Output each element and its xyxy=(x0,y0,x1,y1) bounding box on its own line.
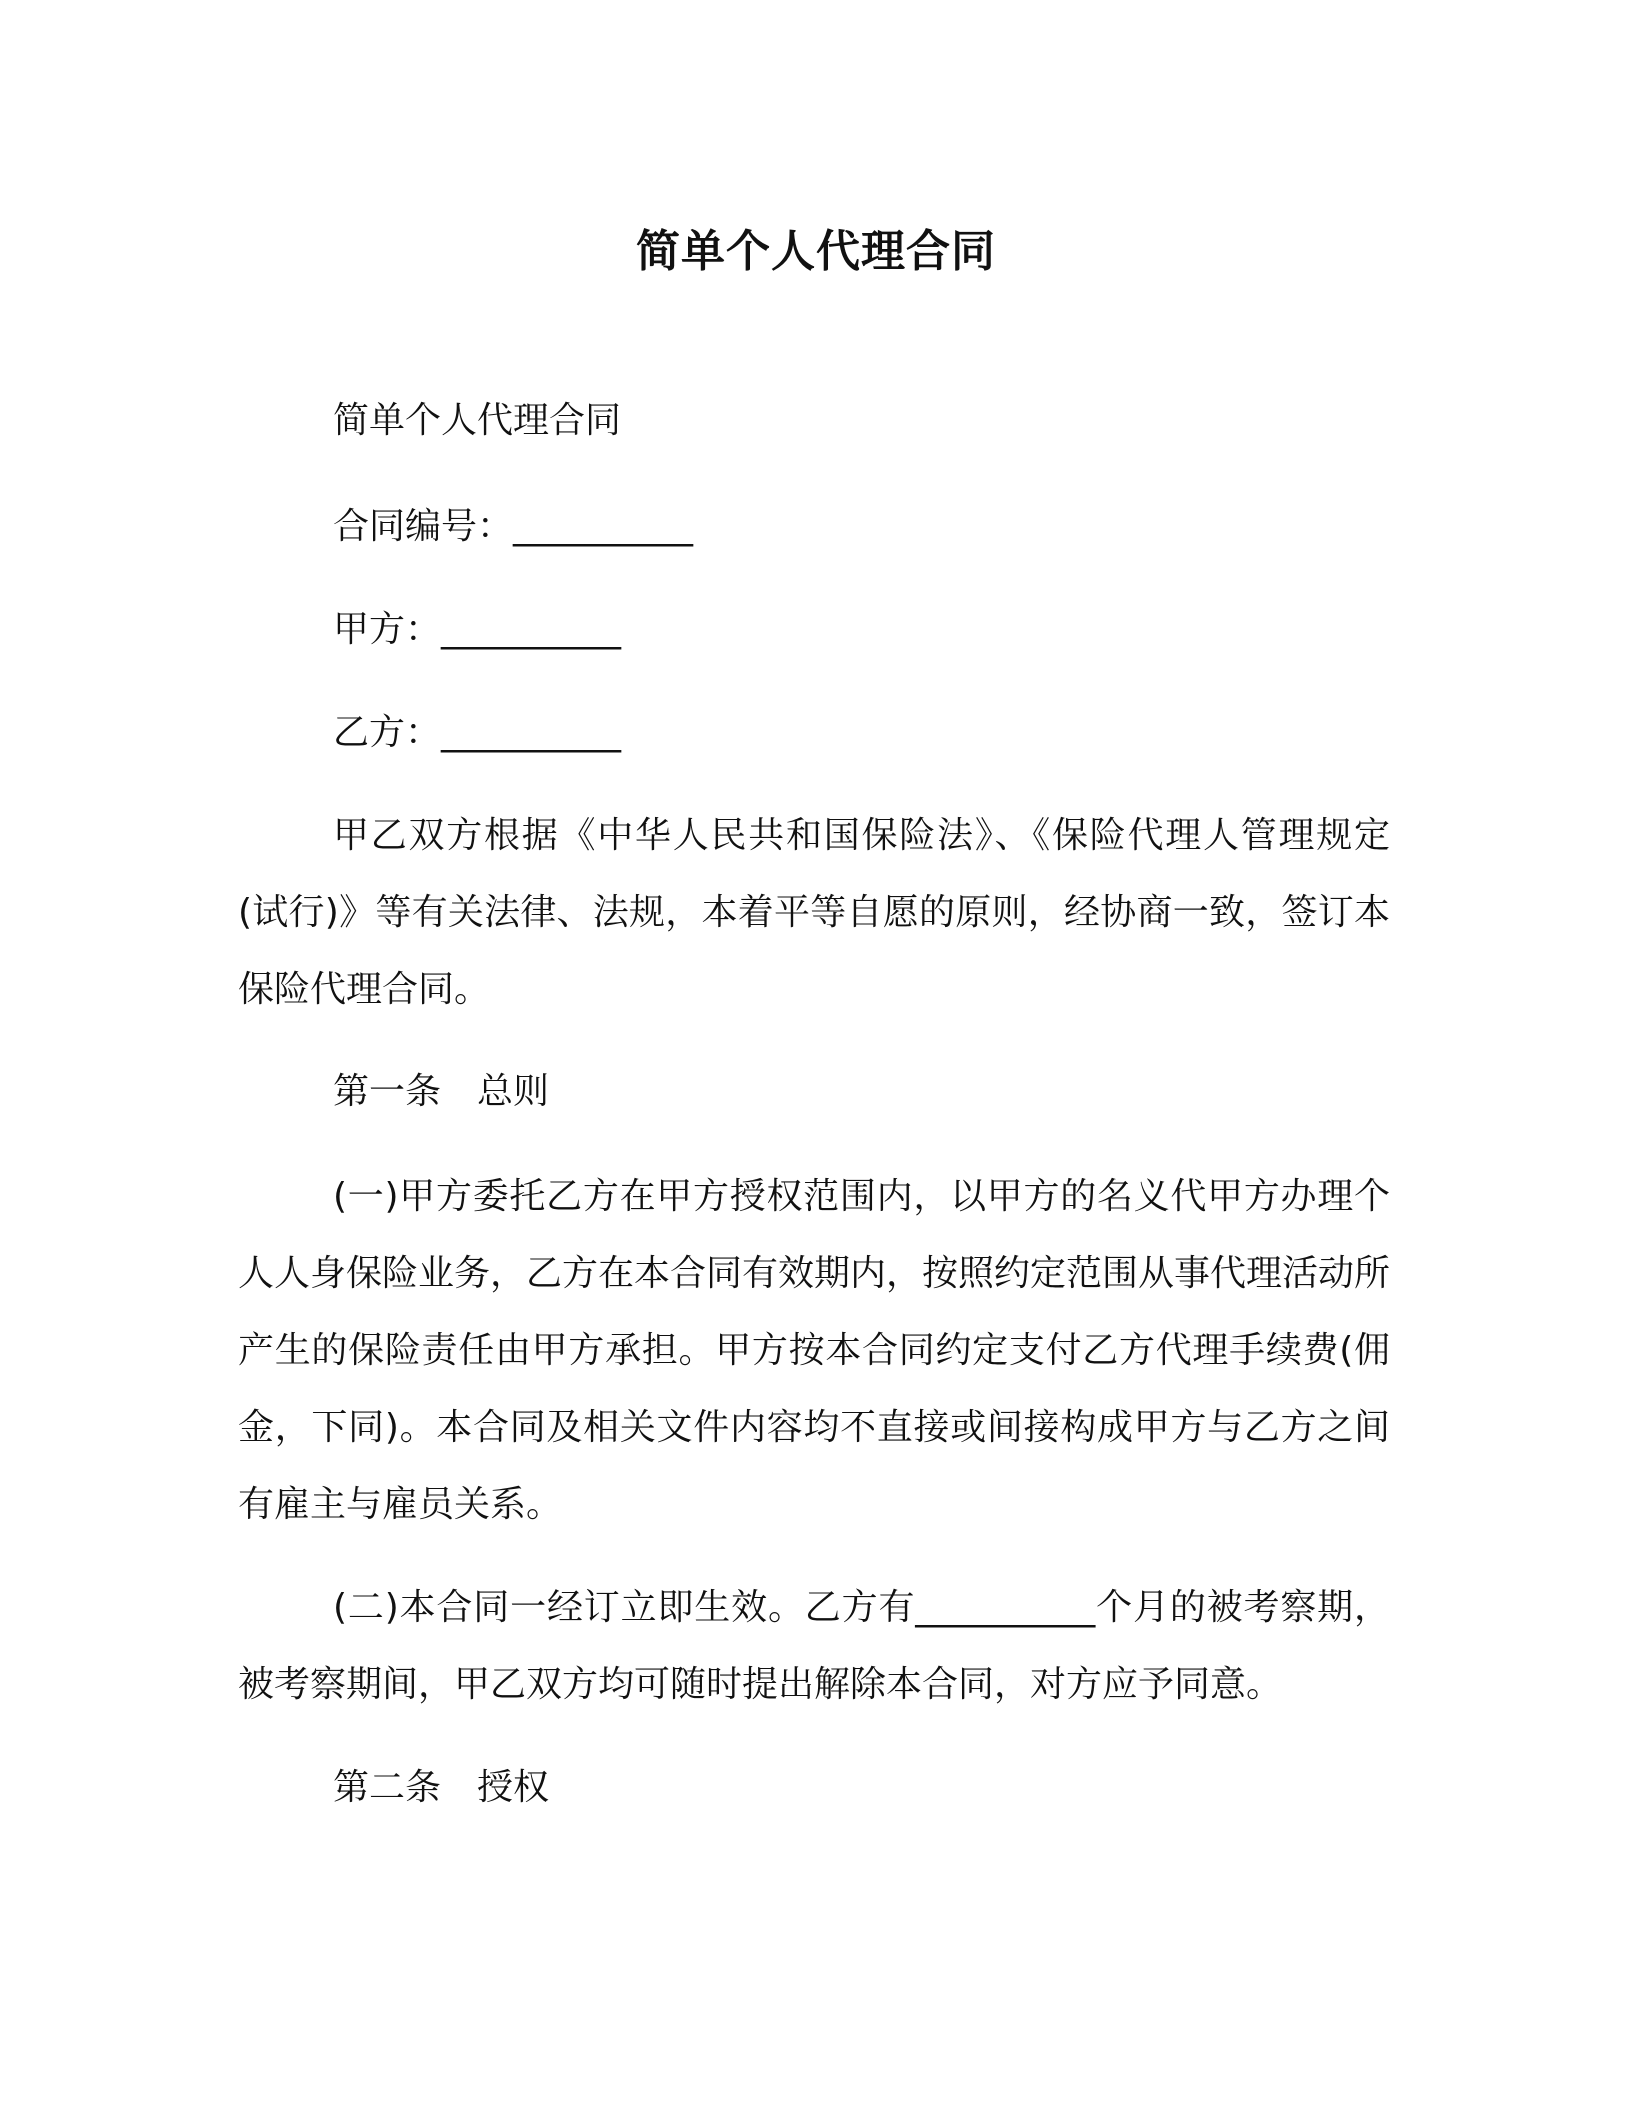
preamble-paragraph: 甲乙双方根据《中华人民共和国保险法》、《保险代理人管理规定(试行)》等有关法律、法规，本着平等自愿的原则，经协商一致，签订本保险代理合同。 xyxy=(238,815,1390,1010)
article-1-clause-1: (一)甲方委托乙方在甲方授权范围内，以甲方的名义代甲方办理个人人身保险业务，乙方在本合同有效期内，按照约定范围从事代理活动所产生的保险责任由甲方承担。甲方按本合同约定支付乙方代理手续费(佣金，下同)。本合同及相关文件内容均不直接或间接构成甲方与乙方之间有雇主与雇员关系。 xyxy=(238,1176,1391,1525)
party-b-field: 乙方：__________ xyxy=(333,712,622,753)
article-1-heading: 第一条 总则 xyxy=(333,1071,550,1112)
article-2-heading: 第二条 授权 xyxy=(333,1767,550,1808)
article-1-clause-2: (二)本合同一经订立即生效。乙方有__________个月的被考察期，被考察期间，甲乙双方均可随时提出解除本合同，对方应予同意。 xyxy=(238,1587,1390,1705)
contract-subtitle: 简单个人代理合同 xyxy=(333,400,622,441)
document-title: 简单个人代理合同 xyxy=(636,226,996,277)
party-a-field: 甲方：__________ xyxy=(333,609,622,650)
contract-number-field: 合同编号：__________ xyxy=(333,506,694,547)
